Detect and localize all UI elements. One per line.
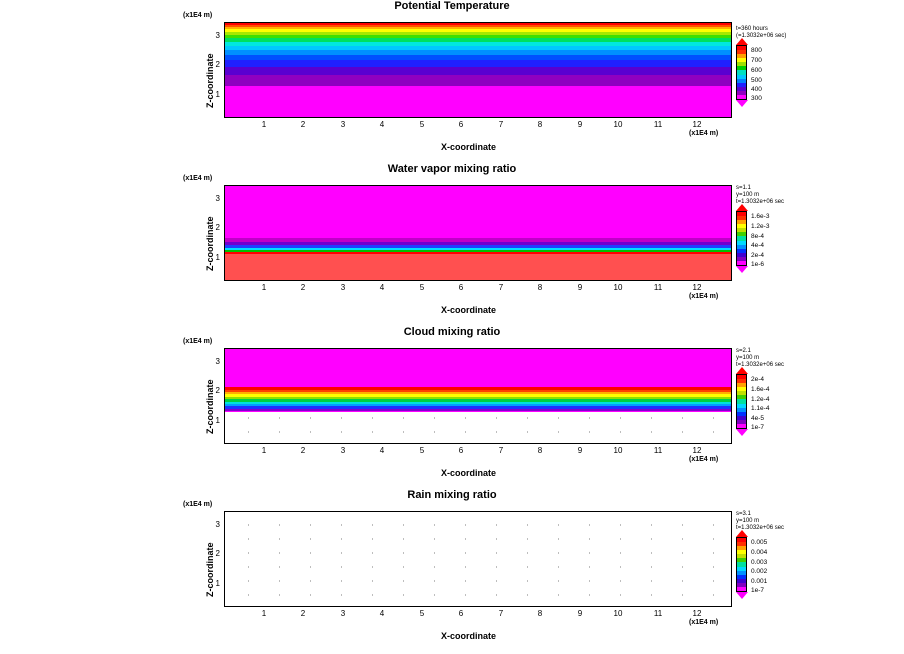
x-tick: 10 [613, 283, 623, 292]
panel-title: Potential Temperature [394, 0, 510, 12]
plot-area [224, 185, 732, 281]
y-tick: 1 [215, 416, 220, 425]
x-tick: 12 [692, 446, 702, 455]
colorbar-label: 1.6e-4 [751, 386, 770, 393]
x-tick: 4 [379, 609, 385, 618]
y-tick: 3 [215, 194, 220, 203]
colorbar-label: 600 [751, 67, 762, 74]
x-axis-label: X-coordinate [441, 468, 497, 478]
colorbar-label: 0.005 [751, 539, 768, 546]
x-tick: 11 [653, 446, 663, 455]
meta-line: s=3.1 [736, 511, 751, 517]
x-axis-unit: (x1E4 m) [689, 293, 719, 300]
panel-rain-mixing-ratio [0, 489, 904, 654]
x-tick: 12 [692, 283, 702, 292]
colorbar-label: 1e-6 [751, 261, 765, 268]
colorbar [736, 211, 747, 266]
plot-metadata [736, 185, 784, 206]
meta-line: t=1.3032e+06 sec [736, 199, 785, 205]
x-tick: 12 [692, 120, 702, 129]
x-tick: 9 [577, 120, 583, 129]
plot-metadata [736, 348, 784, 369]
x-tick: 5 [419, 120, 425, 129]
panel-water-vapor-mixing-ratio [0, 163, 904, 323]
colorbar-label: 1.2e-3 [751, 223, 770, 230]
panel-title: Water vapor mixing ratio [387, 163, 517, 175]
colorbar-label: 1.1e-4 [751, 405, 770, 412]
x-tick: 4 [379, 283, 385, 292]
colorbar-label: 1.2e-4 [751, 396, 770, 403]
x-tick: 5 [419, 609, 425, 618]
x-axis-unit: (x1E4 m) [689, 619, 719, 626]
plot-area [224, 511, 732, 607]
y-tick: 3 [215, 31, 220, 40]
x-tick: 1 [261, 609, 267, 618]
meta-line: t=1.3032e+06 sec [736, 362, 785, 368]
contour-bands [225, 186, 731, 280]
meta-line: s=1.1 [736, 185, 751, 191]
x-axis-label: X-coordinate [441, 142, 497, 152]
colorbar [736, 374, 747, 429]
x-tick: 10 [613, 120, 623, 129]
contour-bands [225, 23, 731, 117]
colorbar [736, 45, 747, 100]
colorbar-arrow-bottom [736, 266, 748, 273]
x-tick: 1 [261, 446, 267, 455]
x-tick: 3 [340, 446, 346, 455]
y-tick: 2 [215, 60, 220, 69]
meta-line: (=1.3032e+06 sec) [736, 33, 787, 39]
y-axis-label: Z-coordinate [205, 53, 215, 108]
colorbar-arrow-bottom [736, 429, 748, 436]
x-tick: 3 [340, 283, 346, 292]
x-tick: 7 [498, 609, 504, 618]
y-tick: 2 [215, 386, 220, 395]
colorbar-arrow-top [736, 38, 748, 45]
x-tick: 2 [300, 446, 306, 455]
colorbar-arrow-bottom [736, 100, 748, 107]
x-tick: 7 [498, 120, 504, 129]
y-axis-label: Z-coordinate [205, 216, 215, 271]
meta-line: s=2.1 [736, 348, 751, 354]
y-axis-unit: (x1E4 m) [183, 12, 213, 19]
x-axis-unit: (x1E4 m) [689, 130, 719, 137]
x-tick: 7 [498, 446, 504, 455]
y-tick: 3 [215, 357, 220, 366]
meta-line: t=360 hours [736, 26, 768, 32]
y-tick: 2 [215, 223, 220, 232]
colorbar-label: 0.003 [751, 559, 768, 566]
x-tick: 10 [613, 446, 623, 455]
x-tick: 1 [261, 283, 267, 292]
x-tick: 11 [653, 283, 663, 292]
panel-title: Cloud mixing ratio [403, 326, 501, 338]
panel-potential-temperature [0, 0, 904, 160]
x-tick: 6 [458, 609, 464, 618]
panel-cloud-mixing-ratio [0, 326, 904, 486]
y-axis-unit: (x1E4 m) [183, 175, 213, 182]
y-axis-unit: (x1E4 m) [183, 501, 213, 508]
colorbar-label: 0.004 [751, 549, 768, 556]
x-tick: 9 [577, 609, 583, 618]
colorbar-arrow-bottom [736, 592, 748, 599]
x-axis-label: X-coordinate [441, 305, 497, 315]
plot-area [224, 348, 732, 444]
colorbar [736, 537, 747, 592]
x-tick: 2 [300, 609, 306, 618]
meta-line: y=100 m [736, 355, 760, 361]
x-tick: 8 [537, 283, 543, 292]
x-tick: 9 [577, 283, 583, 292]
colorbar-label: 4e-5 [751, 415, 765, 422]
colorbar-label: 2e-4 [751, 376, 765, 383]
y-tick: 1 [215, 579, 220, 588]
y-axis-label: Z-coordinate [205, 379, 215, 434]
x-tick: 11 [653, 609, 663, 618]
colorbar-label: 1e-7 [751, 424, 765, 431]
y-tick: 1 [215, 253, 220, 262]
colorbar-label: 4e-4 [751, 242, 765, 249]
x-tick: 6 [458, 283, 464, 292]
y-axis-label: Z-coordinate [205, 542, 215, 597]
colorbar-arrow-top [736, 367, 748, 374]
x-tick: 6 [458, 120, 464, 129]
x-tick: 4 [379, 446, 385, 455]
x-axis-label: X-coordinate [441, 631, 497, 641]
x-tick: 5 [419, 446, 425, 455]
panel-title: Rain mixing ratio [407, 489, 497, 501]
x-tick: 4 [379, 120, 385, 129]
grid-dots [225, 512, 731, 606]
x-axis-unit: (x1E4 m) [689, 456, 719, 463]
colorbar-label: 8e-4 [751, 233, 765, 240]
x-tick: 8 [537, 120, 543, 129]
colorbar-label: 400 [751, 86, 762, 93]
x-tick: 8 [537, 446, 543, 455]
colorbar-label: 0.001 [751, 578, 768, 585]
plot-metadata [736, 511, 784, 532]
meta-line: y=100 m [736, 192, 760, 198]
x-tick: 3 [340, 609, 346, 618]
y-axis-unit: (x1E4 m) [183, 338, 213, 345]
plot-area [224, 22, 732, 118]
x-tick: 9 [577, 446, 583, 455]
colorbar-label: 0.002 [751, 568, 768, 575]
meta-line: y=100 m [736, 518, 760, 524]
x-tick: 2 [300, 120, 306, 129]
x-tick: 7 [498, 283, 504, 292]
colorbar-label: 1.6e-3 [751, 213, 770, 220]
x-tick: 1 [261, 120, 267, 129]
x-tick: 11 [653, 120, 663, 129]
x-tick: 8 [537, 609, 543, 618]
colorbar-label: 800 [751, 47, 762, 54]
colorbar-label: 300 [751, 95, 762, 102]
colorbar-arrow-top [736, 204, 748, 211]
x-tick: 3 [340, 120, 346, 129]
colorbar-arrow-top [736, 530, 748, 537]
contour-bands [225, 349, 731, 443]
y-tick: 1 [215, 90, 220, 99]
y-tick: 3 [215, 520, 220, 529]
colorbar-label: 500 [751, 77, 762, 84]
x-tick: 10 [613, 609, 623, 618]
x-tick: 12 [692, 609, 702, 618]
meta-line: t=1.3032e+06 sec [736, 525, 785, 531]
colorbar-label: 2e-4 [751, 252, 765, 259]
colorbar-label: 1e-7 [751, 587, 765, 594]
x-tick: 5 [419, 283, 425, 292]
x-tick: 2 [300, 283, 306, 292]
x-tick: 6 [458, 446, 464, 455]
colorbar-label: 700 [751, 57, 762, 64]
y-tick: 2 [215, 549, 220, 558]
